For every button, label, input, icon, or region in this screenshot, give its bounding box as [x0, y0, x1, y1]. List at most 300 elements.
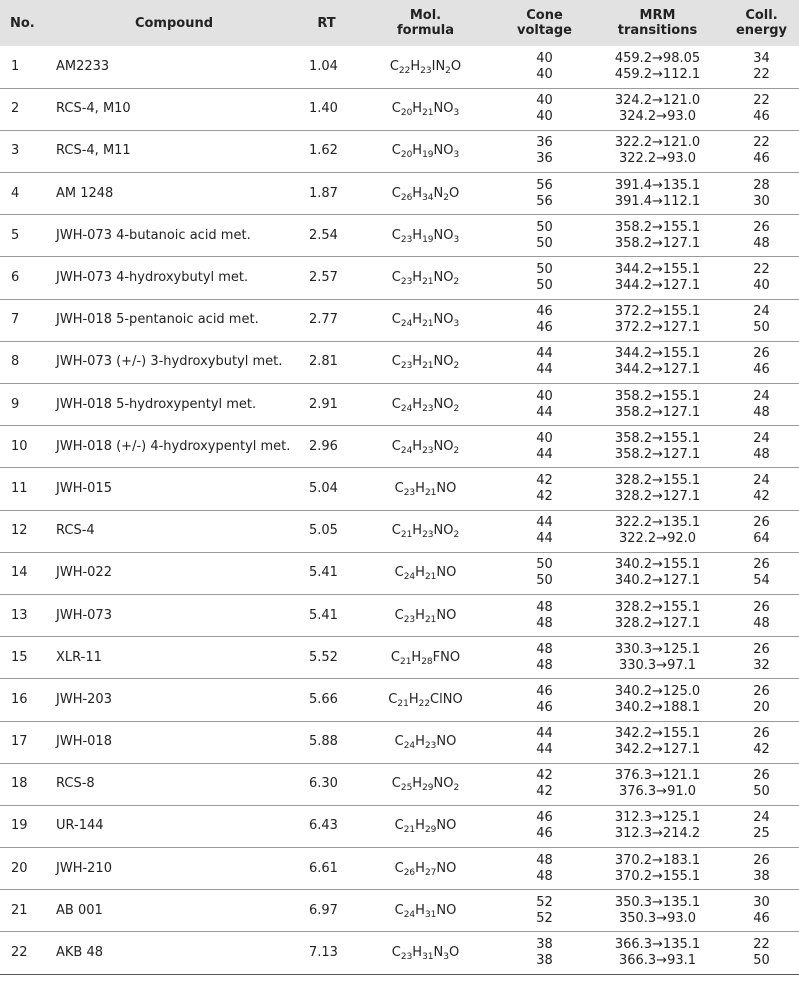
- formula-element: H: [412, 185, 423, 201]
- header-cone-line2: voltage: [517, 23, 572, 38]
- cell-mrm-line1: 366.3→135.1: [614, 937, 701, 953]
- cell-coll: [724, 510, 799, 552]
- formula-element: NO: [433, 396, 454, 412]
- table-body: [0, 46, 799, 974]
- cell-coll-line1: 26: [753, 852, 770, 868]
- formula-element: C: [391, 396, 401, 412]
- header-mrm: [591, 0, 724, 46]
- cell-mrm: [591, 763, 724, 805]
- formula-element: O: [450, 58, 462, 74]
- cell-cone: [498, 468, 591, 510]
- cell-coll-line2: 46: [753, 362, 770, 378]
- table-row: [0, 932, 799, 974]
- cell-mrm-line1: 322.2→121.0: [614, 135, 701, 151]
- cell-mrm: [591, 46, 724, 88]
- formula-subscript: 34: [422, 192, 434, 203]
- cell-coll-line2: 25: [753, 826, 770, 842]
- cell-compound: JWH-073: [56, 607, 112, 623]
- cell-cone: [498, 341, 591, 383]
- cell-mrm: [591, 552, 724, 594]
- formula-subscript: 23: [403, 614, 416, 625]
- table-row: [0, 426, 799, 468]
- cell-cone-line2: 44: [536, 404, 553, 420]
- cell-cone-line1: 40: [536, 388, 553, 404]
- cell-cone-line1: 44: [536, 726, 553, 742]
- cell-mrm: [591, 426, 724, 468]
- cell-compound: JWH-015: [56, 480, 112, 496]
- cell-coll-line1: 26: [753, 768, 770, 784]
- cell-rt: 6.97: [309, 902, 338, 918]
- formula-element: C: [391, 776, 401, 792]
- cell-no: 19: [11, 818, 28, 834]
- formula-element: C: [394, 734, 404, 750]
- cell-coll-line2: 20: [753, 699, 770, 715]
- cell-coll-line2: 50: [753, 784, 770, 800]
- cell-compound: AB 001: [56, 902, 103, 918]
- formula-element: C: [389, 58, 399, 74]
- header-formula-line2: formula: [396, 23, 455, 38]
- cell-compound: JWH-018: [56, 734, 112, 750]
- cell-mrm: [591, 88, 724, 130]
- cell-rt: 5.66: [309, 691, 338, 707]
- cell-cone-line2: 46: [536, 699, 553, 715]
- cell-cone: [498, 130, 591, 172]
- cell-formula: [353, 763, 498, 805]
- cell-cone: [498, 46, 591, 88]
- formula-element: IN: [431, 58, 446, 74]
- cell-coll: [724, 341, 799, 383]
- header-rt: RT: [317, 15, 336, 31]
- formula-subscript: 20: [400, 150, 413, 161]
- cell-cone-line1: 46: [536, 304, 553, 320]
- formula-element: NO: [436, 818, 457, 834]
- cell-compound: JWH-073 4-hydroxybutyl met.: [56, 270, 249, 286]
- formula-subscript: 21: [422, 277, 434, 288]
- cell-mrm-line1: 358.2→155.1: [614, 219, 701, 235]
- header-row: [0, 0, 799, 46]
- cell-cone-line1: 40: [536, 430, 553, 446]
- formula-subscript: 24: [400, 403, 413, 414]
- cell-cone-line2: 48: [536, 657, 553, 673]
- cell-mrm-line2: 312.3→214.2: [614, 826, 701, 842]
- cell-cone-line2: 56: [536, 193, 553, 209]
- formula-subscript: 3: [453, 234, 460, 245]
- cell-mrm-line2: 330.3→97.1: [618, 657, 697, 673]
- cell-mrm-line1: 370.2→183.1: [614, 852, 701, 868]
- cell-cone-line1: 56: [536, 177, 553, 193]
- cell-rt: 2.81: [309, 354, 338, 370]
- cell-rt: 5.88: [309, 734, 338, 750]
- cell-coll: [724, 215, 799, 257]
- cell-mrm: [591, 384, 724, 426]
- formula-element: H: [415, 480, 425, 496]
- formula-subscript: 28: [421, 656, 433, 667]
- formula-element: NO: [436, 480, 457, 496]
- formula-element: C: [394, 818, 404, 834]
- cell-compound: RCS-8: [56, 776, 95, 792]
- formula-element: H: [412, 270, 423, 286]
- cell-no: 3: [11, 143, 20, 159]
- formula-element: C: [394, 565, 404, 581]
- cell-coll-line2: 42: [753, 488, 770, 504]
- cell-coll-line1: 26: [753, 599, 770, 615]
- cell-mrm: [591, 341, 724, 383]
- cell-cone-line2: 38: [536, 953, 553, 969]
- cell-coll-line2: 42: [753, 742, 770, 758]
- cell-cone-line2: 44: [536, 446, 553, 462]
- cell-mrm: [591, 890, 724, 932]
- cell-mrm-line1: 340.2→125.0: [614, 683, 701, 699]
- table-row: [0, 890, 799, 932]
- cell-mrm-line1: 322.2→135.1: [614, 515, 701, 531]
- cell-cone-line1: 50: [536, 557, 553, 573]
- cell-mrm-line2: 358.2→127.1: [614, 404, 701, 420]
- formula-subscript: 24: [403, 909, 416, 920]
- cell-formula: [353, 679, 498, 721]
- formula-subscript: 31: [422, 952, 434, 963]
- cell-formula: [353, 805, 498, 847]
- cell-no: 22: [11, 945, 28, 961]
- cell-coll-line1: 26: [753, 683, 770, 699]
- table-row: [0, 46, 799, 88]
- cell-coll-line1: 26: [753, 346, 770, 362]
- cell-cone: [498, 805, 591, 847]
- formula-subscript: 23: [400, 234, 413, 245]
- cell-mrm: [591, 510, 724, 552]
- cell-coll: [724, 552, 799, 594]
- table-row: [0, 341, 799, 383]
- cell-cone-line1: 40: [536, 50, 553, 66]
- cell-coll-line1: 24: [753, 472, 770, 488]
- cell-mrm: [591, 468, 724, 510]
- formula-element: NO: [433, 523, 454, 539]
- cell-no: 10: [11, 438, 28, 454]
- formula-element: C: [391, 101, 401, 117]
- cell-mrm-line2: 328.2→127.1: [614, 488, 701, 504]
- cell-coll: [724, 384, 799, 426]
- cell-mrm-line2: 322.2→92.0: [618, 531, 697, 547]
- formula-subscript: 29: [424, 825, 437, 836]
- formula-element: NO: [433, 438, 454, 454]
- cell-formula: [353, 257, 498, 299]
- cell-cone-line1: 52: [536, 894, 553, 910]
- cell-coll-line1: 22: [753, 135, 770, 151]
- cell-mrm-line2: 342.2→127.1: [614, 742, 701, 758]
- cell-compound: RCS-4: [56, 523, 95, 539]
- formula-element: NO: [433, 354, 454, 370]
- formula-element: C: [391, 270, 401, 286]
- cell-cone-line1: 50: [536, 262, 553, 278]
- cell-mrm: [591, 679, 724, 721]
- formula-element: O: [449, 945, 460, 961]
- cell-mrm-line1: 312.3→125.1: [614, 810, 701, 826]
- cell-no: 16: [11, 691, 28, 707]
- cell-coll: [724, 130, 799, 172]
- formula-element: H: [408, 691, 419, 707]
- formula-element: NO: [433, 776, 454, 792]
- cell-mrm: [591, 721, 724, 763]
- cell-cone: [498, 257, 591, 299]
- formula-element: C: [391, 143, 401, 159]
- cell-coll-line1: 26: [753, 726, 770, 742]
- cell-cone-line2: 48: [536, 868, 553, 884]
- cell-cone-line2: 48: [536, 615, 553, 631]
- formula-subscript: 23: [400, 277, 413, 288]
- cell-rt: 7.13: [309, 945, 338, 961]
- cell-cone-line2: 46: [536, 320, 553, 336]
- table-header: [0, 0, 799, 46]
- header-cone: [498, 0, 591, 46]
- cell-no: 18: [11, 776, 28, 792]
- header-mrm-line1: MRM: [639, 8, 676, 23]
- formula-element: C: [391, 354, 401, 370]
- cell-cone-line1: 46: [536, 810, 553, 826]
- cell-cone-line1: 48: [536, 852, 553, 868]
- cell-rt: 2.96: [309, 438, 338, 454]
- cell-formula: [353, 848, 498, 890]
- header-mrm-line2: transitions: [617, 23, 698, 38]
- cell-coll-line2: 32: [753, 657, 770, 673]
- formula-subscript: 23: [400, 361, 413, 372]
- formula-subscript: 21: [424, 614, 437, 625]
- cell-mrm-line2: 344.2→127.1: [614, 362, 701, 378]
- cell-rt: 5.05: [309, 523, 338, 539]
- cell-cone: [498, 763, 591, 805]
- formula-subscript: 2: [453, 403, 460, 414]
- cell-formula: [353, 88, 498, 130]
- cell-coll: [724, 721, 799, 763]
- formula-subscript: 22: [418, 698, 431, 709]
- header-coll: [724, 0, 799, 46]
- cell-coll-line2: 48: [753, 404, 770, 420]
- formula-element: H: [412, 312, 423, 328]
- table-row: [0, 173, 799, 215]
- cell-coll: [724, 594, 799, 636]
- cell-coll-line2: 64: [753, 531, 770, 547]
- cell-coll-line1: 30: [753, 894, 770, 910]
- formula-element: H: [415, 902, 425, 918]
- formula-subscript: 22: [398, 65, 411, 76]
- cell-mrm: [591, 215, 724, 257]
- cell-mrm-line2: 344.2→127.1: [614, 278, 701, 294]
- cell-no: 14: [11, 565, 28, 581]
- formula-element: C: [390, 649, 400, 665]
- cell-compound: JWH-018 (+/-) 4-hydroxypentyl met.: [56, 438, 291, 454]
- formula-subscript: 19: [422, 234, 434, 245]
- table-row: [0, 763, 799, 805]
- cell-no: 1: [11, 58, 20, 74]
- formula-subscript: 21: [424, 572, 437, 583]
- cell-formula: [353, 426, 498, 468]
- cell-cone-line1: 40: [536, 93, 553, 109]
- formula-element: C: [391, 312, 401, 328]
- formula-element: C: [388, 691, 398, 707]
- cell-cone-line1: 44: [536, 346, 553, 362]
- formula-element: C: [394, 480, 404, 496]
- cell-formula: [353, 384, 498, 426]
- formula-subscript: 2: [453, 530, 460, 541]
- formula-subscript: 21: [400, 530, 413, 541]
- cell-no: 20: [11, 860, 28, 876]
- formula-element: N: [433, 945, 444, 961]
- formula-element: FNO: [432, 649, 461, 665]
- formula-subscript: 21: [422, 108, 434, 119]
- cell-cone-line1: 48: [536, 641, 553, 657]
- formula-subscript: 24: [403, 572, 416, 583]
- cell-mrm-line2: 370.2→155.1: [614, 868, 701, 884]
- formula-subscript: 3: [453, 319, 460, 330]
- cell-mrm-line1: 350.3→135.1: [614, 894, 701, 910]
- cell-coll: [724, 173, 799, 215]
- cell-rt: 5.52: [309, 649, 338, 665]
- cell-coll-line2: 38: [753, 868, 770, 884]
- cell-rt: 6.61: [309, 860, 338, 876]
- cell-formula: [353, 637, 498, 679]
- cell-cone: [498, 510, 591, 552]
- cell-coll-line2: 48: [753, 446, 770, 462]
- cell-compound: JWH-073 4-butanoic acid met.: [56, 227, 251, 243]
- formula-element: NO: [433, 312, 454, 328]
- formula-subscript: 23: [422, 530, 434, 541]
- cell-formula: [353, 721, 498, 763]
- cell-formula: [353, 173, 498, 215]
- cell-no: 6: [11, 270, 20, 286]
- cell-no: 2: [11, 101, 20, 117]
- cell-cone-line2: 44: [536, 362, 553, 378]
- formula-element: H: [410, 58, 421, 74]
- table-row: [0, 257, 799, 299]
- table-row: [0, 468, 799, 510]
- cell-coll-line2: 46: [753, 910, 770, 926]
- cell-coll-line1: 26: [753, 641, 770, 657]
- formula-element: NO: [436, 565, 457, 581]
- formula-subscript: 21: [424, 487, 437, 498]
- cell-coll-line1: 22: [753, 937, 770, 953]
- cell-coll-line2: 48: [753, 235, 770, 251]
- cell-coll-line1: 26: [753, 219, 770, 235]
- header-compound: Compound: [134, 15, 214, 31]
- cell-cone-line1: 44: [536, 515, 553, 531]
- cell-coll: [724, 890, 799, 932]
- cell-cone-line2: 50: [536, 235, 553, 251]
- cell-coll-line1: 26: [753, 515, 770, 531]
- formula-subscript: 2: [453, 277, 460, 288]
- cell-no: 11: [11, 480, 28, 496]
- header-coll-line2: energy: [735, 23, 788, 38]
- cell-coll-line2: 48: [753, 615, 770, 631]
- cell-coll-line2: 40: [753, 278, 770, 294]
- cell-cone: [498, 299, 591, 341]
- formula-subscript: 20: [400, 108, 413, 119]
- cell-rt: 6.30: [309, 776, 338, 792]
- cell-compound: RCS-4, M11: [56, 143, 131, 159]
- cell-no: 17: [11, 734, 28, 750]
- cell-mrm-line2: 350.3→93.0: [618, 910, 697, 926]
- formula-subscript: 3: [453, 150, 460, 161]
- cell-cone-line1: 36: [536, 135, 553, 151]
- table-row: [0, 552, 799, 594]
- formula-element: H: [412, 354, 423, 370]
- cell-cone: [498, 679, 591, 721]
- formula-subscript: 27: [424, 867, 437, 878]
- cell-rt: 5.04: [309, 480, 338, 496]
- header-formula: [353, 0, 498, 46]
- table-row: [0, 384, 799, 426]
- cell-cone-line2: 36: [536, 151, 553, 167]
- cell-cone-line2: 40: [536, 66, 553, 82]
- header-cone-line1: Cone: [526, 8, 563, 23]
- cell-compound: XLR-11: [56, 649, 102, 665]
- cell-coll: [724, 848, 799, 890]
- formula-element: NO: [436, 902, 457, 918]
- cell-mrm-line2: 322.2→93.0: [618, 151, 697, 167]
- formula-element: H: [415, 565, 425, 581]
- formula-subscript: 23: [403, 487, 416, 498]
- table-row: [0, 88, 799, 130]
- cell-mrm-line2: 358.2→127.1: [614, 446, 701, 462]
- cell-formula: [353, 341, 498, 383]
- cell-cone: [498, 594, 591, 636]
- cell-coll-line2: 50: [753, 320, 770, 336]
- cell-coll: [724, 679, 799, 721]
- cell-compound: AM 1248: [56, 185, 114, 201]
- cell-mrm-line1: 372.2→155.1: [614, 304, 701, 320]
- cell-cone: [498, 932, 591, 974]
- cell-cone-line2: 42: [536, 784, 553, 800]
- formula-element: C: [394, 860, 404, 876]
- cell-rt: 2.54: [309, 227, 338, 243]
- formula-element: H: [412, 227, 423, 243]
- cell-cone-line1: 48: [536, 599, 553, 615]
- formula-subscript: 21: [422, 361, 434, 372]
- cell-cone-line2: 40: [536, 109, 553, 125]
- cell-mrm-line1: 344.2→155.1: [614, 262, 701, 278]
- cell-mrm-line2: 340.2→127.1: [614, 573, 701, 589]
- cell-compound: AKB 48: [56, 945, 104, 961]
- cell-cone: [498, 637, 591, 679]
- cell-coll-line1: 22: [753, 93, 770, 109]
- cell-compound: JWH-018 5-pentanoic acid met.: [56, 312, 259, 328]
- cell-formula: [353, 890, 498, 932]
- cell-mrm-line2: 376.3→91.0: [618, 784, 697, 800]
- formula-subscript: 21: [422, 319, 434, 330]
- cell-mrm: [591, 257, 724, 299]
- cell-mrm: [591, 848, 724, 890]
- table-row: [0, 130, 799, 172]
- cell-mrm-line2: 391.4→112.1: [614, 193, 701, 209]
- cell-formula: [353, 468, 498, 510]
- table-row: [0, 594, 799, 636]
- cell-cone: [498, 173, 591, 215]
- cell-coll-line2: 46: [753, 109, 770, 125]
- formula-element: NO: [436, 860, 457, 876]
- cell-mrm: [591, 805, 724, 847]
- formula-element: NO: [433, 270, 454, 286]
- formula-element: H: [411, 649, 422, 665]
- cell-coll: [724, 637, 799, 679]
- formula-subscript: 31: [424, 909, 437, 920]
- cell-cone-line2: 44: [536, 742, 553, 758]
- cell-cone-line2: 50: [536, 278, 553, 294]
- cell-formula: [353, 299, 498, 341]
- formula-subscript: 26: [400, 192, 413, 203]
- cell-no: 7: [11, 312, 20, 328]
- table-row: [0, 299, 799, 341]
- cell-mrm-line1: 376.3→121.1: [614, 768, 701, 784]
- cell-coll: [724, 468, 799, 510]
- cell-coll-line1: 28: [753, 177, 770, 193]
- cell-mrm-line1: 328.2→155.1: [614, 472, 701, 488]
